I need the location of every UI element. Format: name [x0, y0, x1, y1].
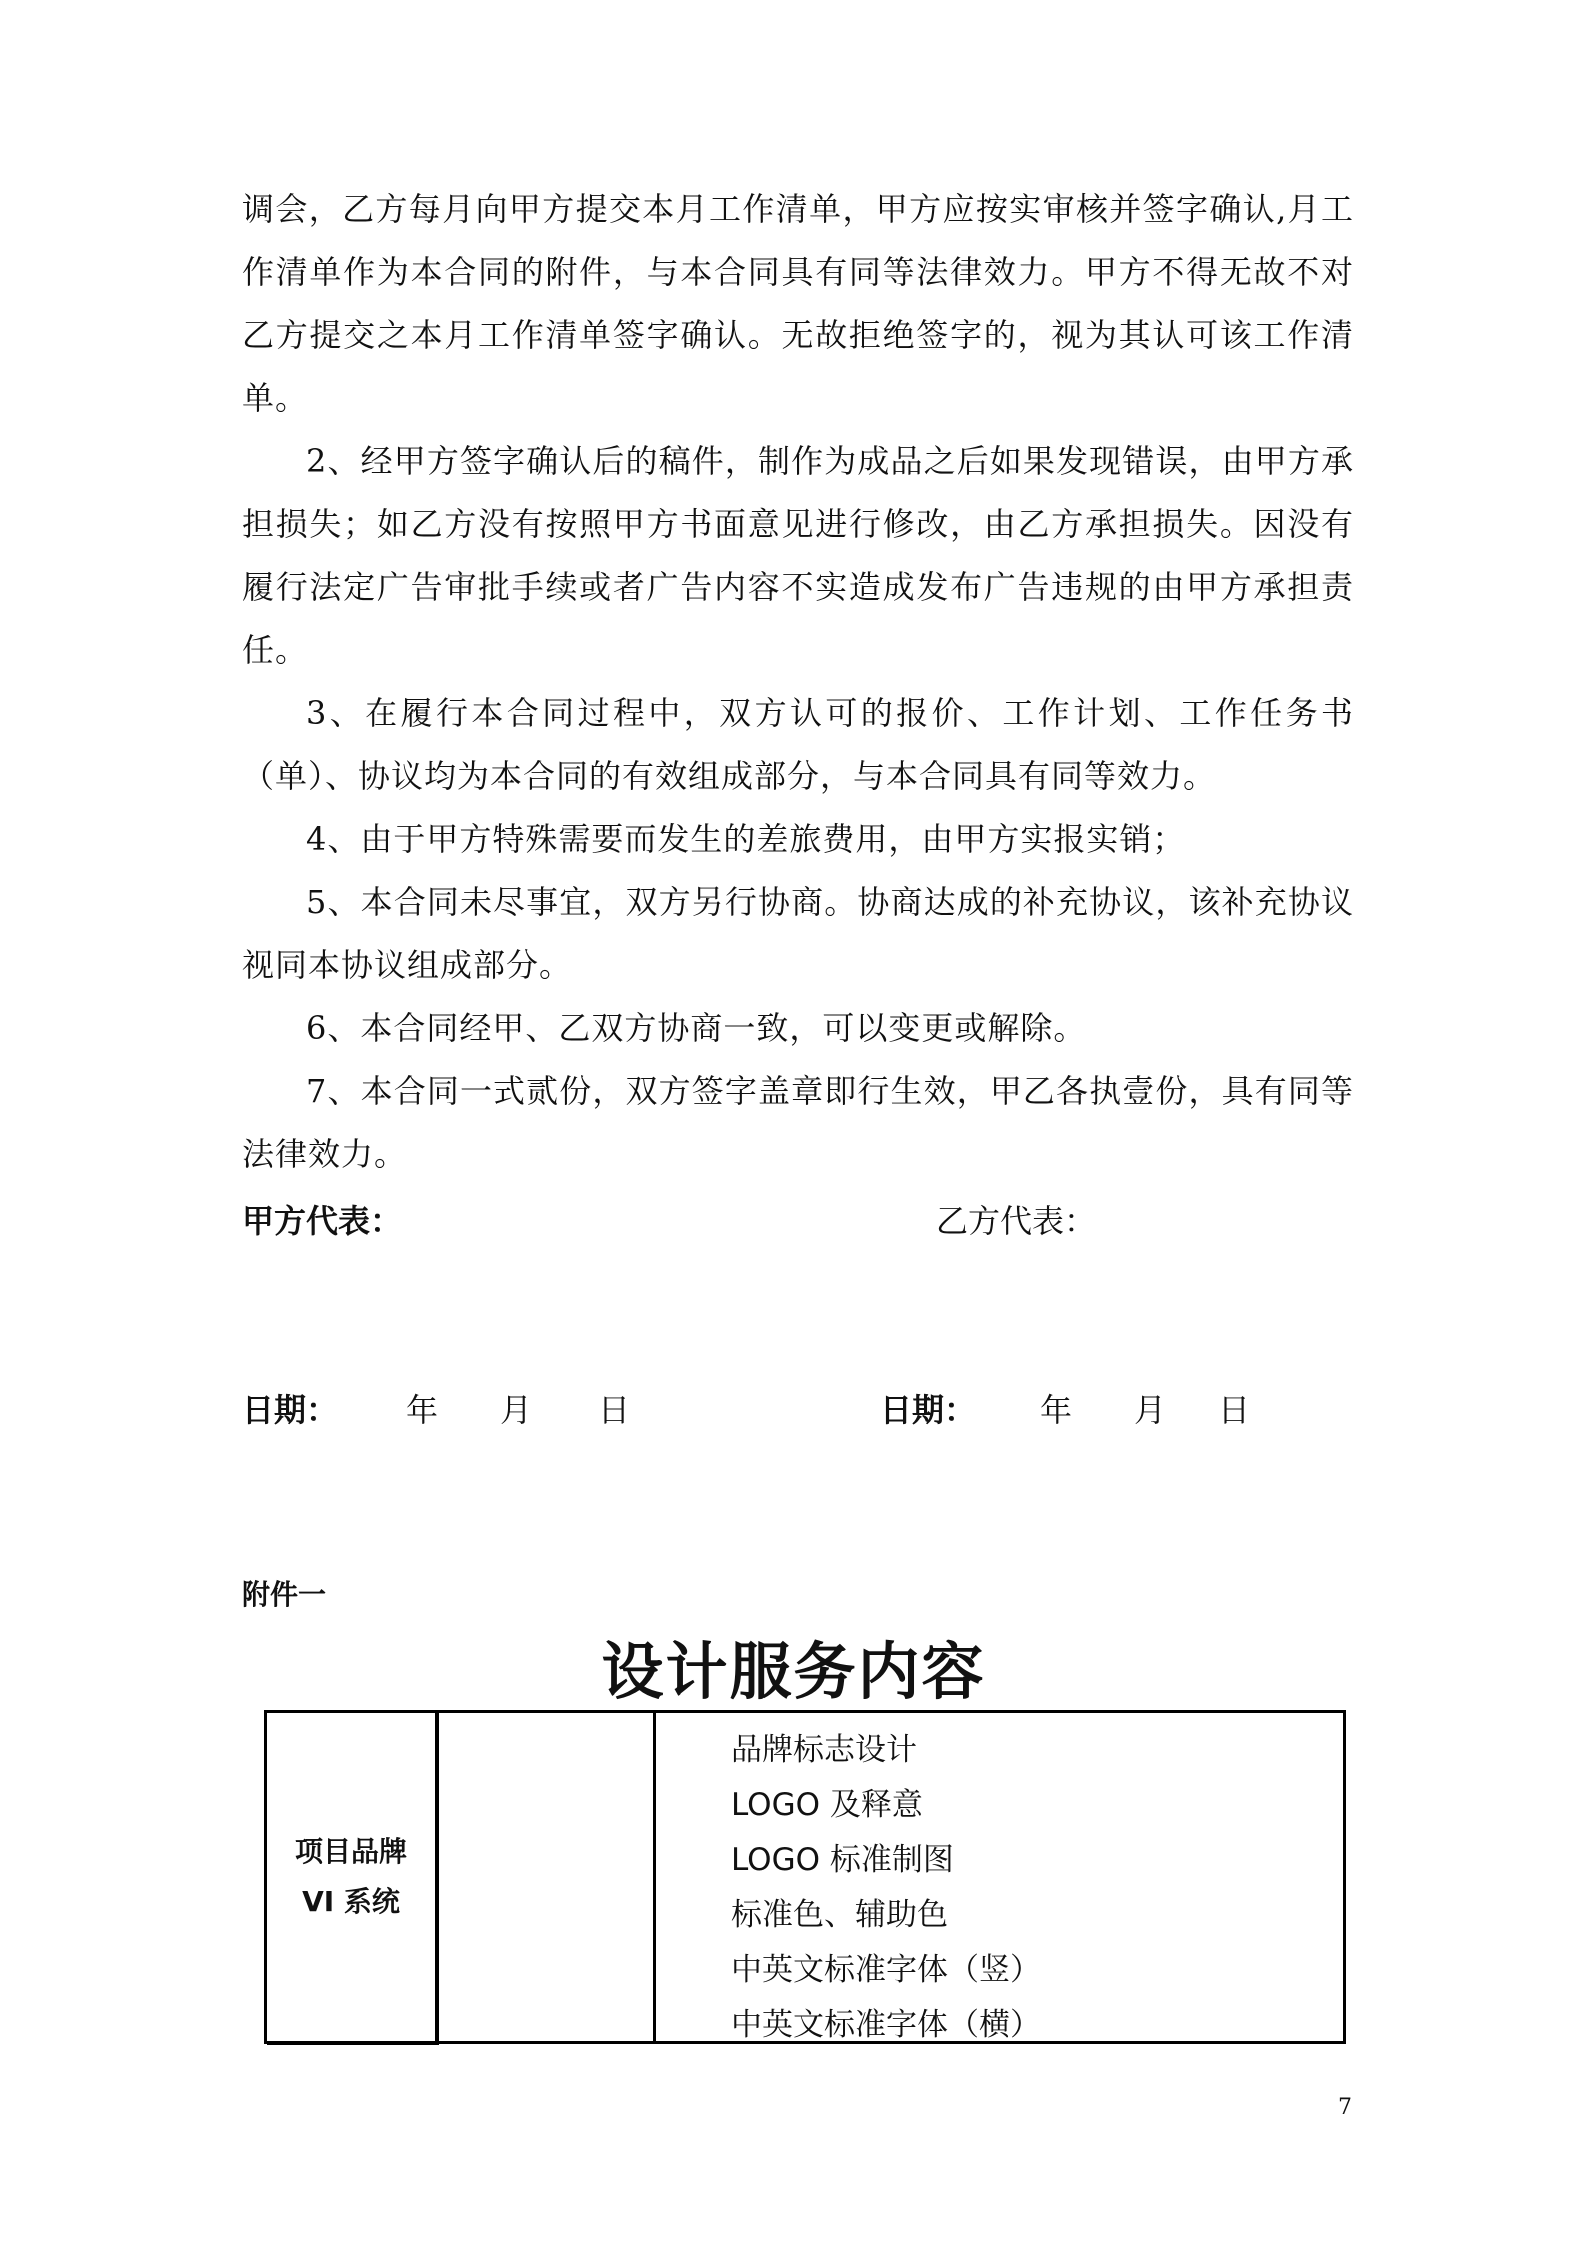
category-line-1: 项目品牌 [294, 1835, 407, 1868]
party-a-date-label: 日期： [242, 1391, 339, 1429]
clause-7: 7、本合同一式贰份，双方签字盖章即行生效，甲乙各执壹份，具有同等法律效力。 [242, 1072, 1354, 1173]
list-item: 品牌标志设计 [731, 1732, 917, 1768]
table-category-cell [267, 1713, 439, 2045]
paragraph-continuation: 调会，乙方每月向甲方提交本月工作清单，甲方应按实审核并签字确认,月工作清单作为本合同的附件，与本合同具有同等法律效力。甲方不得无故不对乙方提交之本月工作清单签字确认。无故拒绝签字的，视为其认可该工作清单。 [242, 190, 1354, 417]
design-services-table [264, 1710, 1346, 2044]
party-a-month-label: 月 [500, 1391, 533, 1429]
clause-5: 5、本合同未尽事宜，双方另行协商。协商达成的补充协议，该补充协议视同本协议组成部分。 [242, 883, 1354, 984]
list-item: 标准色、辅助色 [731, 1897, 948, 1933]
party-b-representative-label: 乙方代表： [936, 1202, 1097, 1240]
table-column-divider-shadow [653, 1713, 655, 2041]
party-b-date-label: 日期： [880, 1391, 977, 1429]
list-item: 中英文标准字体（横） [731, 2007, 1041, 2043]
party-b-day-label: 日 [1218, 1391, 1251, 1429]
contract-body [242, 178, 1354, 1186]
party-b-year-label: 年 [1040, 1391, 1073, 1429]
party-a-year-label: 年 [406, 1391, 439, 1429]
page-number: 7 [1338, 2095, 1352, 2120]
list-item: LOGO 标准制图 [731, 1842, 954, 1878]
party-a-representative-label: 甲方代表： [242, 1202, 403, 1240]
party-b-month-label: 月 [1134, 1391, 1167, 1429]
clause-3: 3、在履行本合同过程中，双方认可的报价、工作计划、工作任务书（单）、协议均为本合同的有效组成部分，与本合同具有同等效力。 [242, 694, 1354, 795]
party-a-day-label: 日 [598, 1391, 631, 1429]
attachment-title: 设计服务内容 [601, 1635, 986, 1708]
clause-4: 4、由于甲方特殊需要而发生的差旅费用，由甲方实报实销； [306, 820, 1186, 858]
list-item: 中英文标准字体（竖） [731, 1952, 1041, 1988]
category-line-2: VI 系统 [302, 1885, 400, 1918]
clause-6: 6、本合同经甲、乙双方协商一致，可以变更或解除。 [306, 1009, 1087, 1047]
attachment-label: 附件一 [242, 1578, 327, 1611]
service-items-list [731, 1723, 1041, 2053]
list-item: LOGO 及释意 [731, 1787, 923, 1823]
clause-2: 2、经甲方签字确认后的稿件，制作为成品之后如果发现错误，由甲方承担损失；如乙方没有按照甲方书面意见进行修改，由乙方承担损失。因没有履行法定广告审批手续或者广告内容不实造成发布广告违规的由甲方承担责任。 [242, 442, 1354, 669]
